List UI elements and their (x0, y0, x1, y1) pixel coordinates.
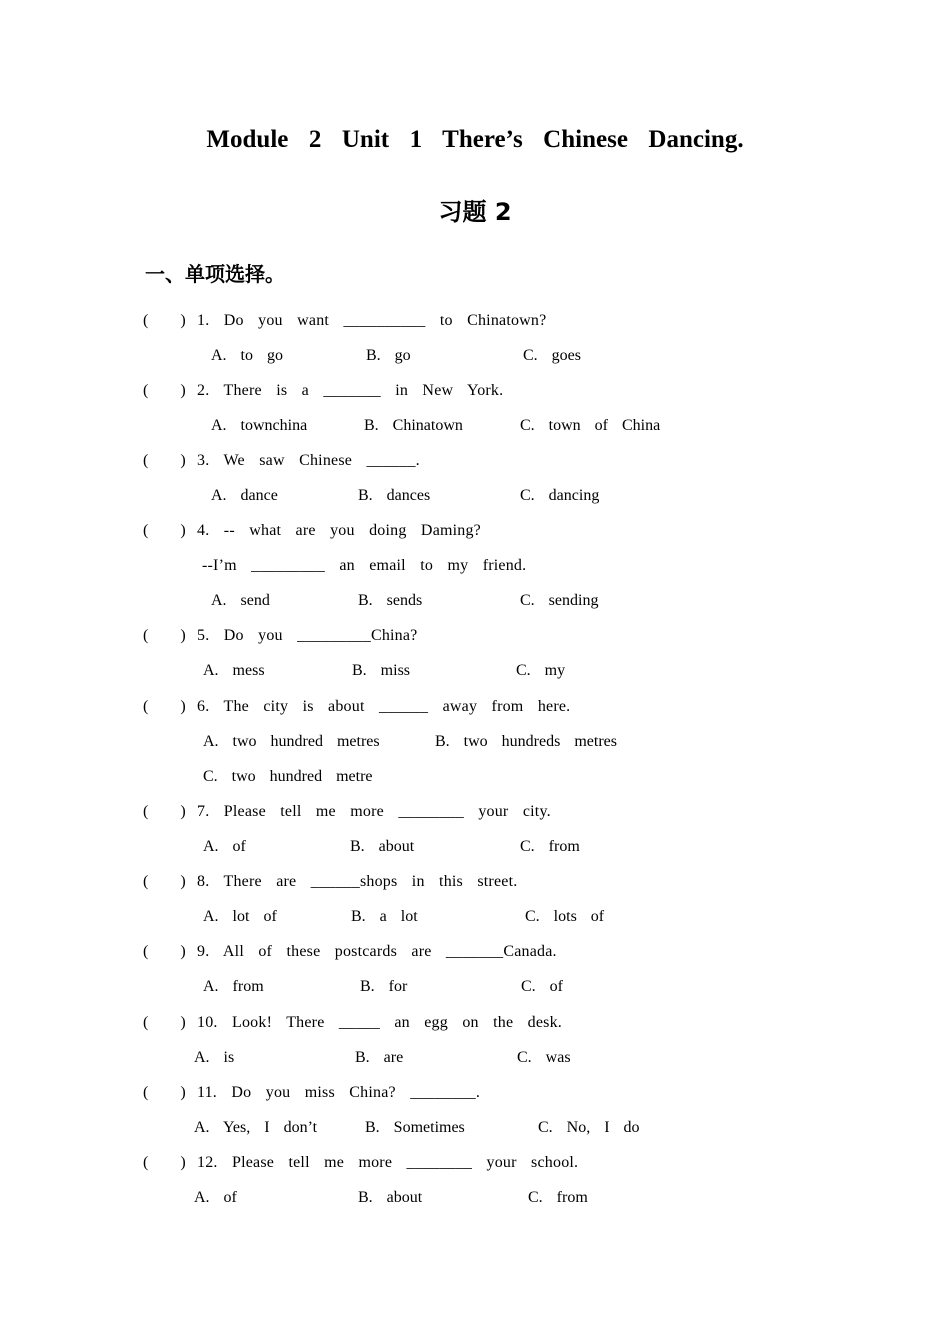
option-b: B. go (366, 347, 411, 364)
option-c: C. my (516, 662, 566, 679)
answer-blank: ( ) (143, 1084, 186, 1101)
answer-blank: ( ) (143, 627, 186, 644)
option-a: A. is (194, 1049, 235, 1066)
question-text: 11. Do you miss China? ________. (197, 1084, 481, 1101)
option-a: A. townchina (211, 417, 308, 434)
option-a: A. send (211, 592, 270, 609)
option-b: B. a lot (351, 908, 418, 925)
question-text: 5. Do you _________China? (197, 627, 418, 644)
page-title: Module 2 Unit 1 There’s Chinese Dancing. (206, 126, 744, 153)
option-b: B. Chinatown (364, 417, 463, 434)
question-text: 1. Do you want __________ to Chinatown? (197, 312, 547, 329)
option-a: A. from (203, 978, 264, 995)
option-c: C. of (521, 978, 563, 995)
option-b: B. sends (358, 592, 423, 609)
option-b: B. about (358, 1189, 423, 1206)
answer-blank: ( ) (143, 1154, 186, 1171)
option-b: B. about (350, 838, 415, 855)
question-text: 6. The city is about ______ away from here. (197, 698, 571, 715)
option-c: C. goes (523, 347, 581, 364)
answer-blank: ( ) (143, 803, 186, 820)
question-text: 4. -- what are you doing Daming? (197, 522, 481, 539)
option-b: B. miss (352, 662, 411, 679)
option-b: B. two hundreds metres (435, 733, 617, 750)
question-text: 10. Look! There _____ an egg on the desk. (197, 1014, 562, 1031)
option-c: C. two hundred metre (203, 768, 373, 785)
option-a: A. two hundred metres (203, 733, 380, 750)
option-a: A. of (194, 1189, 237, 1206)
question-text-line-2: --I’m _________ an email to my friend. (202, 557, 527, 574)
question-text: 7. Please tell me more ________ your city. (197, 803, 551, 820)
question-text: 3. We saw Chinese ______. (197, 452, 420, 469)
answer-blank: ( ) (143, 312, 186, 329)
option-a: A. lot of (203, 908, 277, 925)
answer-blank: ( ) (143, 382, 186, 399)
option-a: A. dance (211, 487, 278, 504)
answer-blank: ( ) (143, 943, 186, 960)
answer-blank: ( ) (143, 452, 186, 469)
question-text: 8. There are ______shops in this street. (197, 873, 518, 890)
answer-blank: ( ) (143, 873, 186, 890)
question-text: 12. Please tell me more ________ your school. (197, 1154, 579, 1171)
option-b: B. for (360, 978, 408, 995)
option-c: C. town of China (520, 417, 661, 434)
option-a: A. Yes, I don’t (194, 1119, 318, 1136)
option-c: C. sending (520, 592, 599, 609)
option-a: A. to go (211, 347, 283, 364)
question-text: 9. All of these postcards are _______Canada. (197, 943, 557, 960)
option-a: A. mess (203, 662, 265, 679)
answer-blank: ( ) (143, 1014, 186, 1031)
answer-blank: ( ) (143, 698, 186, 715)
option-a: A. of (203, 838, 246, 855)
page-subtitle: 习题 2 (438, 198, 512, 226)
option-c: C. dancing (520, 487, 600, 504)
option-b: B. Sometimes (365, 1119, 465, 1136)
option-c: C. No, I do (538, 1119, 640, 1136)
option-b: B. dances (358, 487, 431, 504)
answer-blank: ( ) (143, 522, 186, 539)
option-c: C. was (517, 1049, 571, 1066)
option-b: B. are (355, 1049, 404, 1066)
option-c: C. from (528, 1189, 588, 1206)
option-c: C. lots of (525, 908, 605, 925)
question-text: 2. There is a _______ in New York. (197, 382, 504, 399)
option-c: C. from (520, 838, 580, 855)
section-heading: 一、单项选择。 (145, 262, 285, 286)
